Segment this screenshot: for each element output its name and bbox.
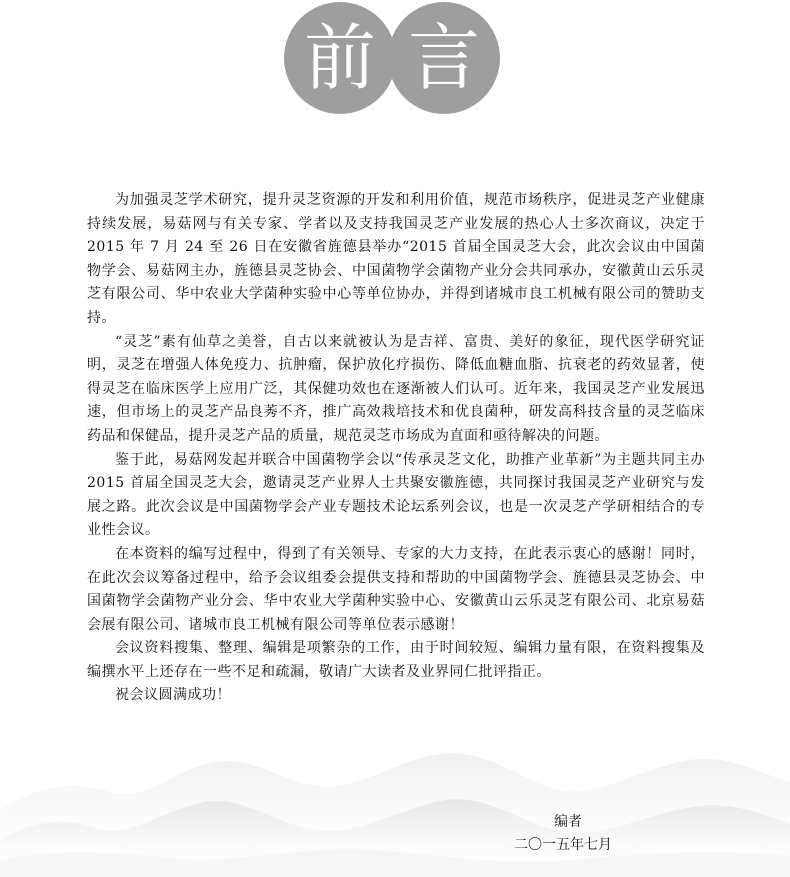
- paragraph: 会议资料搜集、整理、编辑是项繁杂的工作，由于时间较短、编辑力量有限，在资料搜集及编撰水平上还存在一些不足和疏漏，敬请广大读者及业界同仁批评指正。: [87, 640, 705, 680]
- paragraph: 祝会议圆满成功！: [115, 687, 231, 704]
- paragraph: 在本资料的编写过程中，得到了有关领导、专家的大力支持，在此表示衷心的感谢！同时，在此次会议筹备过程中，给予会议组委会提供支持和帮助的中国菌物学会、旌德县灵芝协会、中国菌物学会菌物产业分会、华中农业大学菌种实验中心、安徽黄山云乐灵芝有限公司、北京易菇会展有限公司、诸城市良工机械有限公司等单位表示感谢！: [87, 545, 705, 633]
- title-char-qian: 前: [284, 2, 396, 114]
- signature-author: 编者: [554, 814, 582, 830]
- title-char-yan: 言: [388, 2, 500, 114]
- paragraph: “灵芝”素有仙草之美誉，自古以来就被认为是吉祥、富贵、美好的象征，现代医学研究证明，灵芝在增强人体免疫力、抗肿瘤，保护放化疗损伤、降低血糖血脂、抗衰老的药效显著，使得灵芝在临床医学上应用广泛，其保健功效也在逐渐被人们认可。近年来，我国灵芝产业发展迅速，但市场上的灵芝产品良莠不齐，推广高效栽培技术和优良菌种，研发高科技含量的灵芝临床药品和保健品，提升灵芝产品的质量，规范灵芝市场成为直面和亟待解决的问题。: [87, 333, 705, 444]
- paragraph: 为加强灵芝学术研究，提升灵芝资源的开发和利用价值，规范市场秩序，促进灵芝产业健康持续发展，易菇网与有关专家、学者以及支持我国灵芝产业发展的热心人士多次商议，决定于 2015 年 7 月 24 至 26 日在安徽省旌德县举办“2015 首届全国灵芝大会，此次会议由中国菌物学会、易菇网主办，旌德县灵芝协会、中国菌物学会菌物产业分会共同承办，安徽黄山云乐灵芝有限公司、华中农业大学菌种实验中心等单位协办，并得到诸城市良工机械有限公司的赞助支持。: [87, 192, 705, 326]
- paragraph: 鉴于此，易菇网发起并联合中国菌物学会以“传承灵芝文化，助推产业革新”为主题共同主办 2015 首届全国灵芝大会，邀请灵芝产业界人士共聚安徽旌德，共同探讨我国灵芝产业研究与发展之路。此次会议是中国菌物学会产业专题技术论坛系列会议，也是一次灵芝产学研相结合的专业性会议。: [87, 451, 705, 539]
- title-block: [284, 2, 500, 122]
- preface-body: [87, 189, 705, 708]
- signature-date: 二〇一五年七月: [514, 837, 612, 853]
- ink-mountain-background: [0, 690, 790, 877]
